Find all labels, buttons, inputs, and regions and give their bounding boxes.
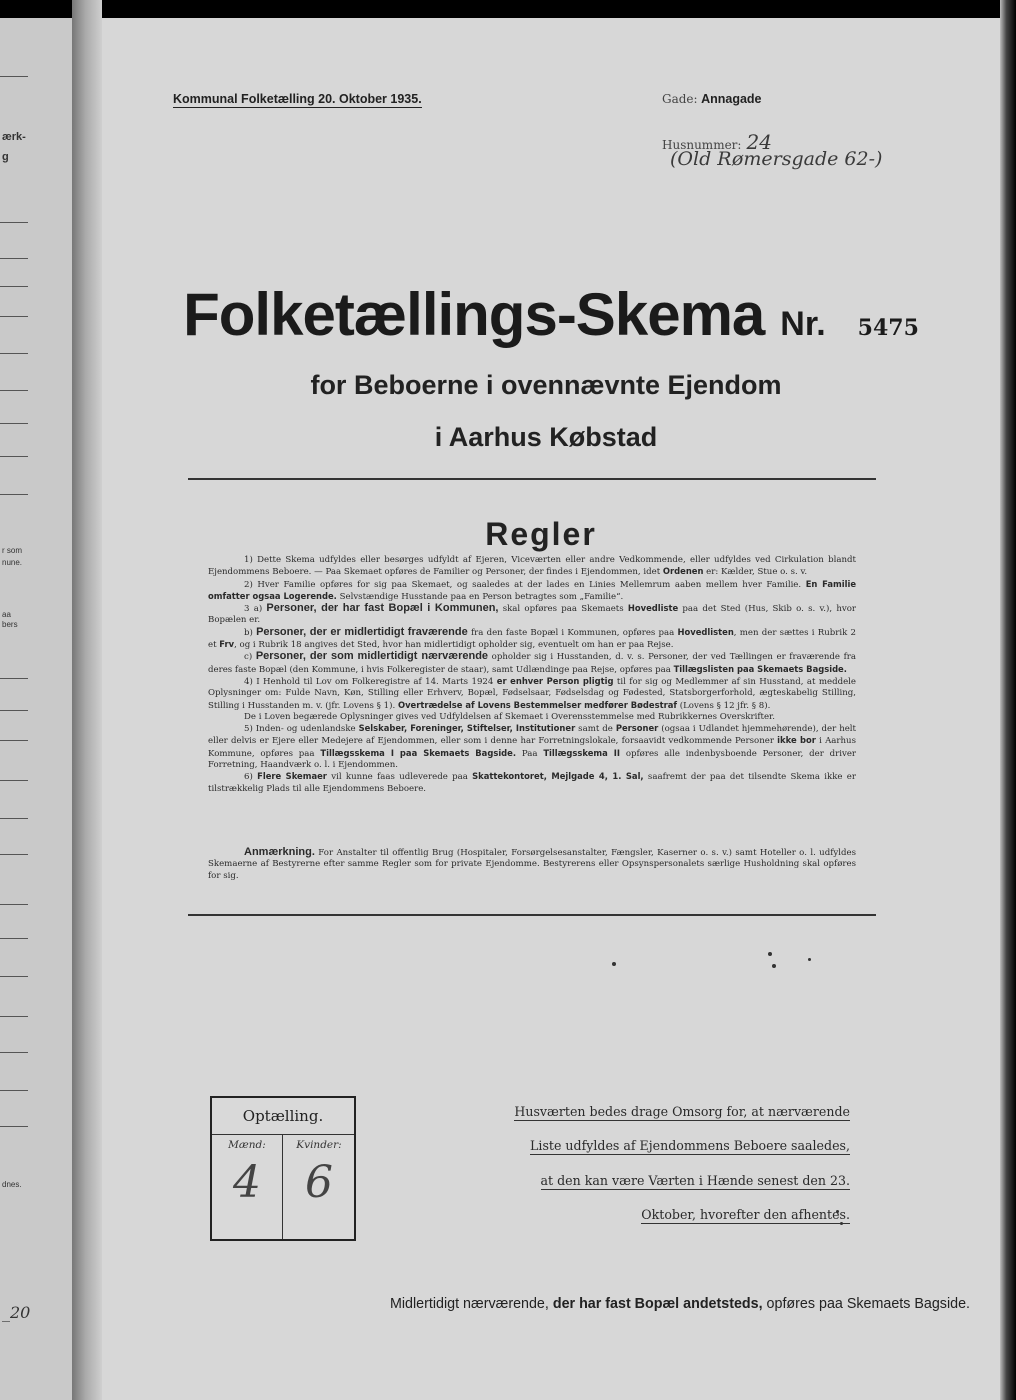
divider-top: [188, 478, 876, 480]
ink-speck: [808, 958, 811, 961]
maend-column: [212, 1135, 283, 1239]
footer-instruction: Midlertidigt nærværende, der har fast Bopæl andetsteds, opføres paa Skemaets Bagside.: [389, 1296, 970, 1312]
census-form-page: [102, 18, 1000, 1400]
left-rule: [0, 316, 28, 317]
left-handwritten-note: _20: [2, 1303, 31, 1322]
left-rule: [0, 780, 28, 781]
rule-6: 6) Flere Skemaer vil kunne faas udleverede paa Skattekontoret, Mejlgade 4, 1. Sal, saafremt der paa det tilsendte Skema ikke er tilstrækkelig Plads til alle Ejendommens Beboere.: [208, 771, 857, 794]
rule-2: 2) Hver Familie opføres for sig paa Skemaet, og saaledes at der lades en Linies Mellemrum aaben mellem hver Familie. En Familie omfatter ogsaa Logerende. Selvstændige Husstande paa en Person betragtes som „Familie“.: [208, 578, 856, 602]
ink-speck: [612, 962, 616, 966]
notice-line: at den kan være Værten i Hænde senest den 23.: [540, 1173, 850, 1188]
anmaerkning-text: For Anstalter til offentlig Brug (Hospitaler, Forsørgelsesanstalter, Fængsler, Kaserner o. s. v.) samt Hoteller o. l. udfyldes Skemaerne af Bestyrerne efter samme Regler som for private Ejendomme. Bestyrerens eller Opsynspersonalets særlige Husholdning skal opføres for sig.: [208, 848, 856, 881]
rule-4: 4) I Henhold til Lov om Folkeregistre af 14. Marts 1924 er enhver Person pligtig til for sig og Medlemmer af sin Husstand, at meddele Oplysninger om: Fulde Navn, Køn, Stilling eller Erhverv, Bopæl, Fødselsaar, Fødselsdag og Fødested, Statsborgerforhold, ægteskabelig Stilling, Stilling i Husstanden m. v. (jfr. Lovens § 1). Overtrædelse af Lovens Bestemmelser medfører Bødestraf (Lovens § 12 jfr. § 8).: [208, 675, 857, 711]
left-rule: [0, 1126, 28, 1127]
page-edge-shadow: [1000, 0, 1016, 1400]
left-rule: [0, 353, 28, 354]
divider-bottom: [188, 914, 876, 916]
left-rule: [0, 710, 28, 711]
form-subtitle-line1: for Beboerne i ovennævnte Ejendom: [310, 370, 782, 400]
anmaerkning-label: Anmærkning.: [244, 846, 315, 858]
regler-body: [208, 555, 856, 795]
left-fragment: r som: [2, 546, 22, 555]
left-rule: [0, 678, 28, 679]
left-fragment: g: [2, 151, 9, 163]
left-rule: [0, 456, 28, 457]
form-title-main: Folketællings-Skema: [183, 281, 765, 348]
form-title: [102, 280, 1000, 349]
regler-heading: Regler: [485, 516, 597, 552]
rule-5: 5) Inden- og udenlandske Selskaber, Foreninger, Stiftelser, Institutioner samt de Personer (ogsaa i Udlandet hjemmehørende), der helt eller delvis er Ejere eller Medejere af Ejendommen, eller som i denne har Forretningslokale, forsaavidt vedkommende Personer ikke bor i Aarhus Kommune, opføres paa Tillægsskema I paa Skemaets Bagside. Paa Tillægsskema II opføres alle indenbysboende Personer, der driver Forretning, Haandværk o. l. i Ejendommen.: [208, 723, 857, 771]
husnummer-label: Husnummer:: [662, 138, 742, 152]
kvinder-label: Kvinder:: [296, 1139, 342, 1151]
rule-3b: b) Personer, der er midlertidigt fraværende fra den faste Bopæl i Kommunen, opføres paa Hovedlisten, men der sættes i Rubrik 2 et Frv, og i Rubrik 18 angives det Sted, hvor han midlertidigt opholder sig, eventuelt om han er paa Rejse.: [208, 625, 856, 651]
optaelling-heading: Optælling.: [212, 1098, 354, 1135]
kvinder-count: 6: [305, 1157, 333, 1208]
form-number-label: Nr.: [780, 305, 826, 343]
husnummer-value: 24: [746, 130, 772, 154]
left-rule: [0, 976, 28, 977]
left-rule: [0, 258, 28, 259]
form-subtitle-line2: i Aarhus Købstad: [434, 422, 658, 452]
husnummer-handwritten-note: (Old Rømersgade 62-): [670, 148, 883, 170]
left-rule: [0, 222, 28, 223]
maend-count: 4: [233, 1157, 261, 1208]
optaelling-box: [210, 1096, 356, 1241]
left-rule: [0, 938, 28, 939]
census-header-title: Kommunal Folketælling 20. Oktober 1935.: [173, 92, 422, 106]
rule-3a: 3 a) Personer, der har fast Bopæl i Kommunen, skal opføres paa Skemaets Hovedliste paa det Sted (Hus, Skib o. s. v.), hvor Bopælen er.: [208, 602, 857, 626]
left-fragment: nune.: [2, 558, 23, 567]
gade-label: Gade:: [662, 92, 698, 106]
left-fragment: ærk-: [2, 131, 26, 143]
left-rule: [0, 76, 28, 77]
left-rule: [0, 1016, 28, 1017]
notice-line: Husværten bedes drage Omsorg for, at nærværende: [514, 1104, 850, 1119]
form-number: 5475: [857, 315, 919, 341]
anmaerkning: [208, 847, 856, 882]
left-rule: [0, 423, 28, 424]
notice-line: Liste udfyldes af Ejendommens Beboere saaledes,: [530, 1138, 850, 1153]
left-rule: [0, 740, 28, 741]
rule-1: 1) Dette Skema udfyldes eller besørges udfyldt af Ejeren, Viceværten eller andre Vedkommende, eller udfyldes ved Cirkulation blandt Ejendommens Beboere. — Paa Skemaet opføres de Familier og Personer, der findes i Ejendommen, idet Ordenen er: Kælder, Stue o. s. v.: [208, 555, 856, 578]
gade-value: Annagade: [701, 92, 762, 106]
left-rule: [0, 854, 28, 855]
ink-speck: [772, 964, 776, 968]
left-rule: [0, 286, 28, 287]
left-rule: [0, 1090, 28, 1091]
ink-speck: [768, 952, 772, 956]
left-rule: [0, 818, 28, 819]
left-fragment: bers: [2, 620, 18, 629]
left-rule: [0, 494, 28, 495]
rule-3c: c) Personer, der som midlertidigt nærværende opholder sig i Husstanden, d. v. s. Personer, der ved Tællingen er fraværende fra deres faste Bopæl (den Kommune, i hvis Folkeregister de staar), samt Udlændinge paa Rejse, opføres paa Tillægslisten paa Skemaets Bagside.: [208, 650, 857, 675]
left-fragment: aa: [2, 610, 11, 619]
previous-page-edge: [0, 18, 72, 1400]
kvinder-column: [284, 1135, 354, 1239]
left-rule: [0, 1052, 28, 1053]
gade-field: [662, 92, 762, 106]
left-rule: [0, 390, 28, 391]
left-fragment: dnes.: [2, 1180, 22, 1189]
book-gutter: [72, 0, 102, 1400]
rule-4-note: De i Loven begærede Oplysninger gives ved Udfyldelsen af Skemaet i Overensstemmelse med Rubrikkernes Overskrifter.: [244, 711, 775, 722]
maend-label: Mænd:: [228, 1139, 266, 1151]
left-rule: [0, 904, 28, 905]
notice-line: Oktober, hvorefter den afhentes.: [641, 1207, 850, 1222]
